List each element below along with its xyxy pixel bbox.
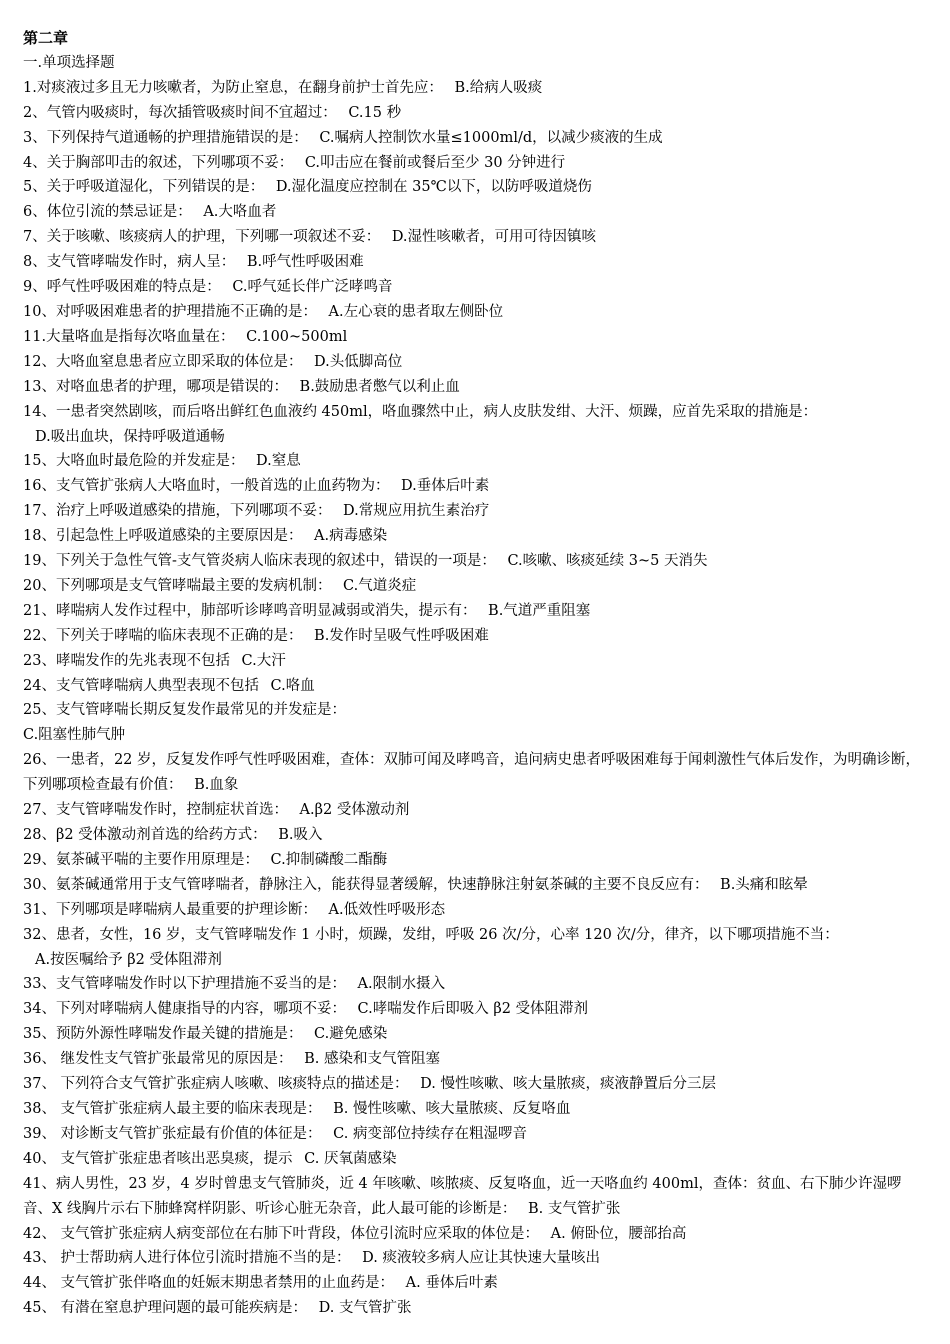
question-text: 39、 对诊断支气管扩张症最有价值的体征是： — [23, 1125, 322, 1142]
answer-text: C.大汗 — [241, 652, 286, 669]
question-text: 36、 继发性支气管扩张最常见的原因是： — [23, 1051, 293, 1068]
question-text: 15、大咯血时最危险的并发症是： — [23, 453, 245, 470]
answer-text: A. 俯卧位，腰部抬高 — [550, 1225, 687, 1242]
question-27 — [23, 798, 930, 823]
answer-text: C. 厌氧菌感染 — [304, 1150, 397, 1167]
question-3 — [23, 126, 930, 151]
chapter-title: 第二章 — [23, 29, 69, 47]
question-text: 6、体位引流的禁忌证是： — [23, 204, 192, 221]
question-36 — [23, 1047, 930, 1072]
question-5 — [23, 175, 930, 200]
question-12 — [23, 350, 930, 375]
answer-text: C.嘱病人控制饮水量≤1000ml/d，以减少痰液的生成 — [319, 129, 663, 146]
question-text: 4、关于胸部叩击的叙述，下列哪项不妥： — [23, 154, 294, 171]
question-text: 11.大量咯血是指每次咯血量在： — [23, 328, 235, 345]
question-26 — [23, 748, 930, 798]
question-6 — [23, 200, 930, 225]
answer-text: B.给病人吸痰 — [454, 79, 543, 96]
question-text: 30、氨茶碱通常用于支气管哮喘者，静脉注入，能获得显著缓解，快速静脉注射氨茶碱的主要不良反应有： — [23, 876, 709, 893]
answer-text: A.β2 受体激动剂 — [299, 802, 410, 819]
answer-text: C.阻塞性肺气肿 — [23, 727, 126, 744]
answer-text: D.常规应用抗生素治疗 — [343, 503, 490, 520]
question-38 — [23, 1097, 930, 1122]
question-text: 13、对咯血患者的护理，哪项是错误的： — [23, 378, 288, 395]
question-text: 18、引起急性上呼吸道感染的主要原因是： — [23, 528, 303, 545]
answer-text: C. 病变部位持续存在粗湿啰音 — [333, 1125, 527, 1142]
question-37 — [23, 1072, 930, 1097]
question-15 — [23, 449, 930, 474]
answer-text: C.气道炎症 — [343, 577, 417, 594]
answer-text: B. 感染和支气管阻塞 — [304, 1051, 441, 1068]
question-32-answer — [23, 948, 930, 973]
question-14 — [23, 400, 930, 425]
answer-text: D.湿化温度应控制在 35℃以下，以防呼吸道烧伤 — [275, 179, 592, 196]
answer-text: C.100~500ml — [246, 328, 348, 345]
question-23 — [23, 649, 930, 674]
question-text: 27、支气管哮喘发作时，控制症状首选： — [23, 802, 288, 819]
answer-text: C.哮喘发作后即吸入 β2 受体阻滞剂 — [357, 1001, 589, 1018]
answer-text: C.抑制磷酸二酯酶 — [270, 851, 388, 868]
answer-text: A.低效性呼吸形态 — [328, 901, 446, 918]
question-35 — [23, 1022, 930, 1047]
answer-text: D. 支气管扩张 — [318, 1300, 412, 1317]
question-text: 34、下列对哮喘病人健康指导的内容，哪项不妥： — [23, 1001, 346, 1018]
question-text: 8、支气管哮喘发作时，病人呈： — [23, 254, 236, 271]
question-text: 28、β2 受体激动剂首选的给药方式： — [23, 827, 267, 843]
question-2 — [23, 101, 930, 126]
question-34 — [23, 997, 930, 1022]
answer-text: C.叩击应在餐前或餐后至少 30 分钟进行 — [304, 154, 566, 171]
answer-text: B.血象 — [194, 777, 239, 794]
question-text: 20、下列哪项是支气管哮喘最主要的发病机制： — [23, 577, 332, 594]
question-text: 24、支气管哮喘病人典型表现不包括 — [23, 677, 259, 694]
question-19 — [23, 549, 930, 574]
question-1 — [23, 76, 930, 101]
question-7 — [23, 225, 930, 250]
question-text: 17、治疗上呼吸道感染的措施，下列哪项不妥： — [23, 503, 332, 520]
question-text: 3、下列保持气道通畅的护理措施错误的是： — [23, 129, 308, 146]
question-17 — [23, 499, 930, 524]
question-text: 14、一患者突然剧咳，而后咯出鲜红色血液约 450ml，咯血骤然中止，病人皮肤发绀、大汗、烦躁，应首先采取的措施是： — [23, 403, 818, 420]
answer-text: D.窒息 — [256, 453, 301, 470]
answer-text: C.咯血 — [270, 677, 315, 694]
question-4 — [23, 151, 930, 176]
question-text: 40、 支气管扩张症患者咳出恶臭痰，提示 — [23, 1150, 293, 1167]
answer-text: A.左心衰的患者取左侧卧位 — [328, 303, 504, 320]
answer-text: D. 慢性咳嗽、咳大量脓痰，痰液静置后分三层 — [420, 1076, 716, 1093]
question-text: 42、 支气管扩张症病人病变部位在右肺下叶背段，体位引流时应采取的体位是： — [23, 1225, 540, 1242]
question-text: 19、下列关于急性气管-支气管炎病人临床表现的叙述中，错误的一项是： — [23, 553, 496, 570]
question-24 — [23, 674, 930, 699]
answer-text: D.吸出血块，保持呼吸道通畅 — [35, 428, 225, 445]
question-16 — [23, 474, 930, 499]
answer-text: B.头痛和眩晕 — [720, 876, 808, 893]
question-44 — [23, 1271, 930, 1296]
answer-text: C.15 秒 — [348, 104, 402, 121]
answer-text: D.头低脚高位 — [314, 353, 403, 370]
answer-text: D.湿性咳嗽者，可用可待因镇咳 — [391, 229, 597, 246]
question-8 — [23, 250, 930, 275]
question-43 — [23, 1246, 930, 1271]
question-text: 32、患者，女性，16 岁，支气管哮喘发作 1 小时，烦躁，发绀，呼吸 26 次/分，心率 120 次/分，律齐，以下哪项措施不当： — [23, 926, 839, 943]
question-10 — [23, 300, 930, 325]
question-text: 12、大咯血窒息患者应立即采取的体位是： — [23, 353, 303, 370]
answer-text: C.咳嗽、咳痰延续 3~5 天消失 — [507, 553, 708, 570]
answer-text: D. 痰液较多病人应让其快速大量咳出 — [362, 1250, 600, 1267]
question-text: 29、氨茶碱平喘的主要作用原理是： — [23, 851, 259, 868]
question-45 — [23, 1296, 930, 1321]
question-text: 5、关于呼吸道湿化，下列错误的是： — [23, 179, 265, 196]
question-text: 41、病人男性，23 岁，4 岁时曾患支气管肺炎，近 4 年咳嗽、咳脓痰、反复咯血，近一天咯血约 400ml，查体：贫血、右下肺少许湿啰音、X 线胸片示右下肺蜂窝样阴影、听诊心脏无杂音，此人最可能的诊断是： — [23, 1175, 902, 1217]
answer-text: B.鼓励患者憋气以利止血 — [299, 378, 460, 395]
question-28 — [23, 823, 930, 848]
answer-text: D.垂体后叶素 — [401, 478, 490, 495]
question-39 — [23, 1122, 930, 1147]
question-text: 25、支气管哮喘长期反复发作最常见的并发症是： — [23, 702, 346, 719]
question-33 — [23, 972, 930, 997]
question-41 — [23, 1172, 930, 1222]
answer-text: A. 垂体后叶素 — [405, 1275, 498, 1292]
question-31 — [23, 898, 930, 923]
question-21 — [23, 599, 930, 624]
question-29 — [23, 848, 930, 873]
question-text: 26、一患者，22 岁，反复发作呼气性呼吸困难，查体：双肺可闻及哮鸣音，追问病史患者呼吸困难每于闻刺激性气体后发作，为明确诊断，下列哪项检查最有价值： — [23, 752, 921, 794]
question-text: 21、哮喘病人发作过程中，肺部听诊哮鸣音明显减弱或消失，提示有： — [23, 602, 477, 619]
question-14-answer — [23, 425, 930, 450]
answer-text: B. 支气管扩张 — [528, 1200, 621, 1217]
question-13 — [23, 375, 930, 400]
question-text: 9、呼气性呼吸困难的特点是： — [23, 279, 221, 296]
question-text: 1.对痰液过多且无力咳嗽者，为防止窒息，在翻身前护士首先应： — [23, 79, 443, 96]
question-text: 37、 下列符合支气管扩张症病人咳嗽、咳痰特点的描述是： — [23, 1076, 409, 1093]
question-text: 45、 有潜在窒息护理问题的最可能疾病是： — [23, 1300, 308, 1317]
answer-text: A.按医嘱给予 β2 受体阻滞剂 — [35, 951, 222, 968]
question-32 — [23, 923, 930, 948]
answer-text: B.呼气性呼吸困难 — [246, 254, 364, 271]
question-11 — [23, 325, 930, 350]
question-42 — [23, 1222, 930, 1247]
answer-text: A.病毒感染 — [314, 528, 388, 545]
question-text: 2、气管内吸痰时，每次插管吸痰时间不宜超过： — [23, 104, 337, 121]
answer-text: B.吸入 — [278, 827, 323, 843]
question-text: 38、 支气管扩张症病人最主要的临床表现是： — [23, 1100, 322, 1117]
answer-text: C.避免感染 — [314, 1026, 388, 1043]
question-text: 16、支气管扩张病人大咯血时，一般首选的止血药物为： — [23, 478, 390, 495]
question-25 — [23, 698, 930, 723]
question-text: 33、支气管哮喘发作时以下护理措施不妥当的是： — [23, 976, 346, 993]
question-text: 7、关于咳嗽、咳痰病人的护理，下列哪一项叙述不妥： — [23, 229, 381, 246]
question-text: 35、预防外源性哮喘发作最关键的措施是： — [23, 1026, 303, 1043]
question-text: 10、对呼吸困难患者的护理措施不正确的是： — [23, 303, 317, 320]
answer-text: A.限制水摄入 — [357, 976, 446, 993]
question-22 — [23, 624, 930, 649]
question-text: 44、 支气管扩张伴咯血的妊娠末期患者禁用的止血药是： — [23, 1275, 395, 1292]
question-30 — [23, 873, 930, 898]
question-25-answer — [23, 723, 930, 748]
question-40 — [23, 1147, 930, 1172]
section-title: 一.单项选择题 — [23, 54, 115, 71]
answer-text: B.气道严重阻塞 — [488, 602, 591, 619]
question-text: 31、下列哪项是哮喘病人最重要的护理诊断： — [23, 901, 317, 918]
answer-text: C.呼气延长伴广泛哮鸣音 — [232, 279, 393, 296]
answer-text: A.大咯血者 — [203, 204, 277, 221]
question-18 — [23, 524, 930, 549]
question-text: 22、下列关于哮喘的临床表现不正确的是： — [23, 627, 303, 644]
question-text: 43、 护士帮助病人进行体位引流时措施不当的是： — [23, 1250, 351, 1267]
answer-text: B.发作时呈吸气性呼吸困难 — [314, 627, 489, 644]
question-20 — [23, 574, 930, 599]
answer-text: B. 慢性咳嗽、咳大量脓痰、反复咯血 — [333, 1100, 571, 1117]
question-text: 23、哮喘发作的先兆表现不包括 — [23, 652, 230, 669]
question-9 — [23, 275, 930, 300]
